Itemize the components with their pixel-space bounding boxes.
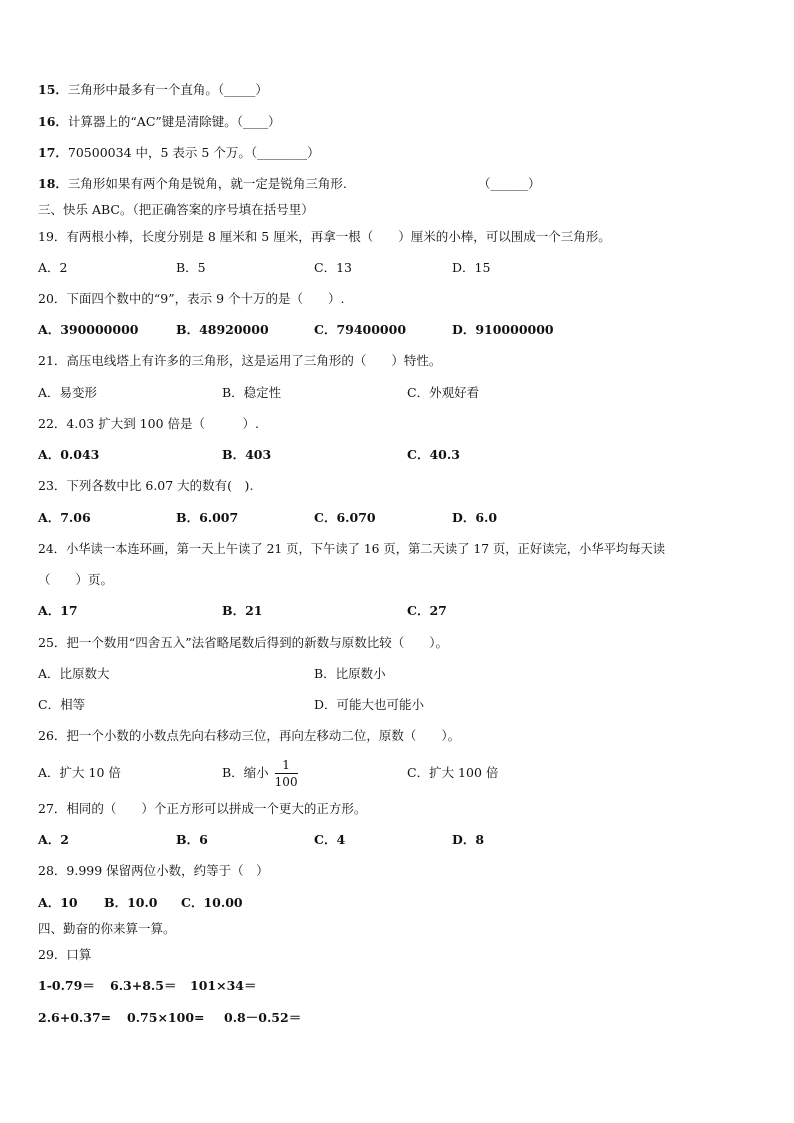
option-a: A．7.06 [38, 510, 91, 525]
question-28-stem: 28．9.999 保留两位小数，约等于（ ） [38, 863, 269, 878]
section-heading-4: 四、勤奋的你来算一算。 [38, 921, 176, 936]
option-c: C．10.00 [181, 895, 243, 910]
option-b: B．10.0 [104, 895, 158, 910]
option-a: A．易变形 [38, 385, 98, 400]
calc-item: 2.6+0.37= [38, 1010, 112, 1025]
option-c: C．外观好看 [407, 385, 480, 400]
option-d: D．8 [452, 832, 485, 847]
option-d: D．910000000 [452, 322, 554, 337]
question-number: 18． [38, 176, 68, 191]
calc-item: 6.3+8.5＝ [110, 978, 177, 993]
question-18 [38, 175, 347, 193]
calc-item: 0.75×100= [127, 1010, 205, 1025]
question-27-stem: 27．相同的（ ）个正方形可以拼成一个更大的正方形。 [38, 801, 367, 816]
option-b: B．5 [176, 260, 206, 275]
option-a: A．2 [38, 260, 68, 275]
question-text: 三角形如果有两个角是锐角，就一定是锐角三角形. [67, 176, 347, 191]
question-number: 17． [38, 145, 68, 160]
answer-blank-18: （______） [478, 176, 541, 191]
option-c: C．79400000 [314, 322, 407, 337]
option-b: B．稳定性 [222, 385, 282, 400]
option-c: C．6.070 [314, 510, 376, 525]
option-b: B．21 [222, 603, 263, 618]
option-a: A．2 [38, 832, 69, 847]
question-24-stem-continued: （ ）页。 [38, 572, 114, 587]
option-c: C．4 [314, 832, 346, 847]
option-b: B．6.007 [176, 510, 239, 525]
question-25-stem: 25．把一个数用“四舍五入”法省略尾数后得到的新数与原数比较（ ）。 [38, 635, 448, 650]
option-b: B．403 [222, 447, 272, 462]
question-text: 三角形中最多有一个直角。（_____） [67, 82, 268, 97]
question-number: 16． [38, 114, 68, 129]
question-16 [38, 113, 281, 131]
option-c: C．13 [314, 260, 352, 275]
question-26-stem: 26．把一个小数的小数点先向右移动三位，再向左移动二位，原数（ ）。 [38, 728, 461, 743]
calc-item: 0.8－0.52＝ [224, 1010, 302, 1025]
calc-item: 1-0.79＝ [38, 978, 95, 993]
fraction-denominator: 100 [274, 775, 298, 789]
option-a: A．10 [38, 895, 78, 910]
fraction [275, 758, 298, 789]
option-d: D．6.0 [452, 510, 498, 525]
question-20-stem: 20．下面四个数中的“9”，表示 9 个十万的是（ ）. [38, 291, 345, 306]
fraction-bar [275, 773, 298, 774]
question-23-stem: 23．下列各数中比 6.07 大的数有( ). [38, 478, 254, 493]
option-a: A．扩大 10 倍 [38, 765, 121, 780]
option-d: D．可能大也可能小 [314, 697, 425, 712]
option-a: A．390000000 [38, 322, 139, 337]
question-text: 计算器上的“AC”键是清除键。（____） [67, 114, 281, 129]
section-heading-3: 三、快乐 ABC。（把正确答案的序号填在括号里） [38, 202, 314, 217]
question-21-stem: 21．高压电线塔上有许多的三角形，这是运用了三角形的（ ）特性。 [38, 353, 442, 368]
fraction-numerator: 1 [282, 758, 290, 772]
question-15 [38, 81, 268, 99]
question-24-stem: 24．小华读一本连环画，第一天上午读了 21 页，下午读了 16 页，第二天读了 17 页，正好读完，小华平均每天读 [38, 542, 666, 556]
option-b: B．6 [176, 832, 208, 847]
question-number: 15． [38, 82, 68, 97]
option-c: C．27 [407, 603, 447, 618]
option-a: A．17 [38, 603, 78, 618]
option-c: C．扩大 100 倍 [407, 765, 499, 780]
option-a: A．比原数大 [38, 666, 110, 681]
question-17 [38, 144, 320, 162]
option-a: A．0.043 [38, 447, 100, 462]
option-b: B．48920000 [176, 322, 269, 337]
option-b-label: B．缩小 [222, 765, 269, 780]
option-b: B．比原数小 [314, 666, 386, 681]
question-29-stem: 29．口算 [38, 947, 92, 962]
question-22-stem: 22．4.03 扩大到 100 倍是（ ）. [38, 416, 259, 431]
option-c: C．40.3 [407, 447, 460, 462]
question-19-stem: 19．有两根小棒，长度分别是 8 厘米和 5 厘米，再拿一根（ ）厘米的小棒，可以围成一个三角形。 [38, 229, 611, 244]
option-d: D．15 [452, 260, 491, 275]
calc-item: 101×34＝ [190, 978, 257, 993]
question-text: 70500034 中，5 表示 5 个万。（________） [67, 145, 320, 160]
option-b [222, 753, 298, 793]
option-c: C．相等 [38, 697, 86, 712]
